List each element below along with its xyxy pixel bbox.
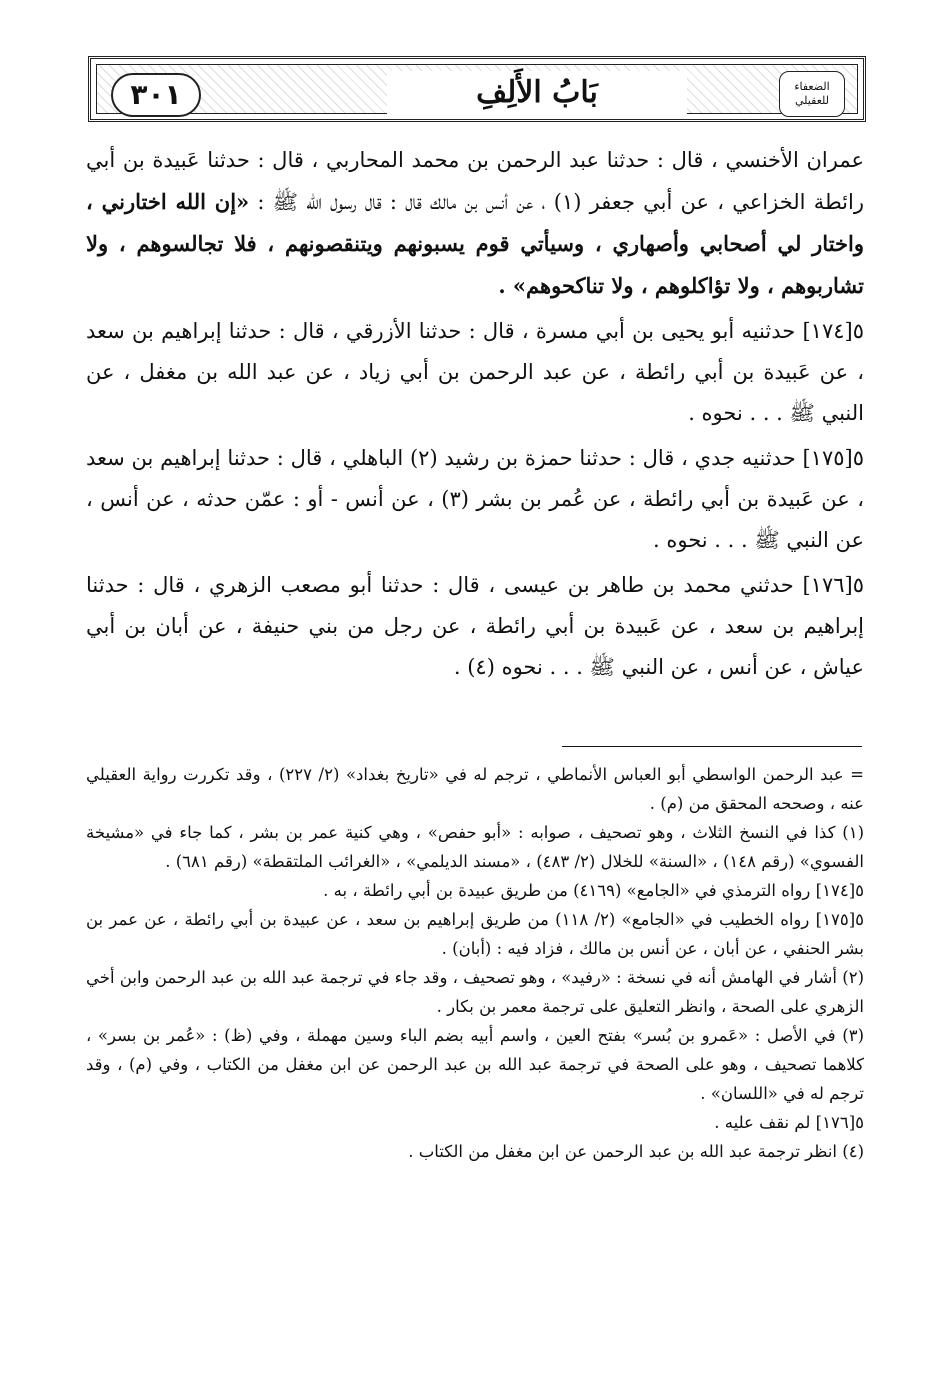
isnad-text: عمران الأخنسي ، قال : حدثنا عبد الرحمن بن محمد المحاربي ، قال : حدثنا عَبيدة بن أبي رائطة الخزاعي ، عن أبي جعفر (١) ، عن أنس بن مالك قال : قال رسول الله ﷺ :	[86, 148, 864, 214]
footnote-3: (٣) في الأصل : «عَمرو بن بُسر» بفتح العين ، واسم أبيه بضم الباء وسين مهملة ، وفي (ظ) : «عُمر بن بسر» ، كلاهما تصحيف ، وهو على الصحة في ترجمة عبد الله بن عبد الرحمن عن ابن مغفل من الكتاب ، وفي (م) ، وقد ترجم له في «اللسان» .	[86, 1026, 864, 1103]
footnote-continued: = عبد الرحمن الواسطي أبو العباس الأنماطي ، ترجم له في «تاريخ بغداد» (٢/ ٢٢٧) ، وقد تكررت رواية العقيلي عنه ، وصححه المحقق من (م) .	[86, 765, 864, 813]
page-number: ٣٠١	[111, 73, 201, 117]
footnotes	[86, 760, 864, 1166]
book-title-logo: الضعفاء للعقيلي	[779, 71, 845, 117]
paragraph-isnad	[86, 140, 864, 307]
main-text	[86, 140, 864, 688]
page-header	[88, 56, 866, 122]
footnote-separator	[562, 746, 862, 747]
footnote-2: (٢) أشار في الهامش أنه في نسخة : «رفيد» ، وهو تصحيف ، وقد جاء في ترجمة عبد الله بن عبد الرحمن وابن أخي الزهري على الصحة ، وانظر التعليق على ترجمة معمر بن بكار .	[86, 968, 864, 1016]
hadith-quote: «إن الله اختارني ، واختار لي أصحابي وأصهاري ، وسيأتي قوم يسبونهم ويتنقصونهم ، فلا تجالسوهم ، ولا تشاربوهم ، ولا تؤاكلوهم ، ولا تناكحوهم» .	[86, 189, 864, 298]
entry-174: ٥[١٧٤] حدثنيه أبو يحيى بن أبي مسرة ، قال : حدثنا الأزرقي ، قال : حدثنا إبراهيم بن سعد ، عن عَبيدة بن أبي رائطة ، عن عبد الرحمن بن أبي زياد ، عن عبد الله بن مغفل ، عن النبي ﷺ . . . نحوه .	[86, 319, 864, 425]
footnote-4: (٤) انظر ترجمة عبد الله بن عبد الرحمن عن ابن مغفل من الكتاب .	[408, 1142, 864, 1161]
entry-176: ٥[١٧٦] حدثني محمد بن طاهر بن عيسى ، قال : حدثنا أبو مصعب الزهري ، قال : حدثنا إبراهيم بن سعد ، عن عَبيدة بن أبي رائطة ، عن رجل من بني حنيفة ، عن أبان بن أبي عياش ، عن أنس ، عن النبي ﷺ . . . نحوه (٤) .	[86, 573, 864, 679]
takhrij-176: ٥[١٧٦] لم نقف عليه .	[714, 1113, 864, 1132]
entry-175: ٥[١٧٥] حدثنيه جدي ، قال : حدثنا حمزة بن رشيد (٢) الباهلي ، قال : حدثنا إبراهيم بن سعد ، عن عَبيدة بن أبي رائطة ، عن عُمر بن بشر (٣) ، عن أنس - أو : عمّن حدثه ، عن أنس ، عن النبي ﷺ . . . نحوه .	[86, 446, 864, 552]
takhrij-175: ٥[١٧٥] رواه الخطيب في «الجامع» (٢/ ١١٨) من طريق إبراهيم بن سعد ، عن عبيدة بن أبي رائطة ، عن عمر بن بشر الحنفي ، عن أبان ، عن أنس بن مالك ، فزاد فيه : (أبان) .	[86, 910, 864, 958]
takhrij-174: ٥[١٧٤] رواه الترمذي في «الجامع» (٤١٦٩) من طريق عبيدة بن أبي رائطة ، به .	[323, 881, 864, 900]
footnote-1: (١) كذا في النسخ الثلاث ، وهو تصحيف ، صوابه : «أبو حفص» ، وهي كنية عمر بن بشر ، كما جاء في «مشيخة الفسوي» (رقم ١٤٨) ، «السنة» للخلال (٢/ ٤٨٣) ، «مسند الديلمي» ، «الغرائب الملتقطة» (رقم ٦٨١) .	[86, 823, 864, 871]
chapter-title: بَابُ الأَلِفِ	[387, 71, 687, 115]
header-frame	[96, 64, 858, 114]
